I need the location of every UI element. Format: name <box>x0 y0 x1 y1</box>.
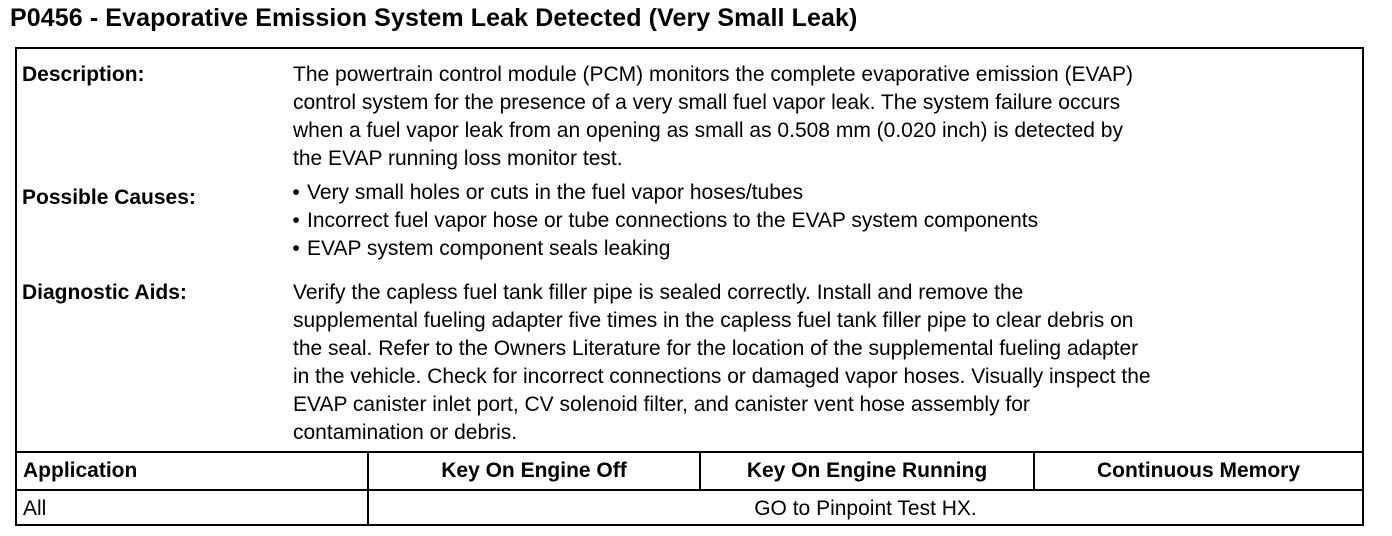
bullet-icon: • <box>292 209 300 232</box>
bullet-icon: • <box>292 237 300 260</box>
description-label: Description: <box>22 63 145 86</box>
list-item <box>285 207 1038 235</box>
list-item <box>285 235 1038 263</box>
possible-causes-label: Possible Causes: <box>22 186 196 209</box>
column-header-continuous-memory: Continuous Memory <box>1097 459 1300 482</box>
column-header-application: Application <box>23 459 138 482</box>
pinpoint-test-action: GO to Pinpoint Test HX. <box>754 497 977 520</box>
column-header-key-on-engine-running: Key On Engine Running <box>746 459 988 482</box>
list-item <box>285 179 1038 207</box>
diagnostic-table <box>15 47 1364 526</box>
column-header-key-on-engine-off: Key On Engine Off <box>441 459 627 482</box>
divider <box>17 489 1362 491</box>
bullet-icon: • <box>292 181 300 204</box>
diagnostic-aids-label: Diagnostic Aids: <box>22 281 187 304</box>
diagnostic-aids-text: Verify the capless fuel tank filler pipe is sealed correctly. Install and remove the supplemental fueling adapter five times in the capless fuel tank filler pipe to clear debris on the seal. Refer to the Owners Literature for the location of the supplemental fueling adapter in the vehicle. Check for incorrect connections or damaged vapor hoses. Visually inspect the EVAP canister inlet port, CV solenoid filter, and canister vent hose assembly for contamination or debris. <box>293 281 1151 444</box>
cause-text: Incorrect fuel vapor hose or tube connections to the EVAP system components <box>307 209 1039 232</box>
description-text: The powertrain control module (PCM) monitors the complete evaporative emission (EVAP) control system for the presence of a very small fuel vapor leak. The system failure occurs when a fuel vapor leak from an opening as small as 0.508 mm (0.020 inch) is detected by the EVAP running loss monitor test. <box>293 63 1133 170</box>
divider <box>17 451 1362 453</box>
possible-causes-list <box>285 179 1038 263</box>
cause-text: EVAP system component seals leaking <box>307 237 671 260</box>
page-title: P0456 - Evaporative Emission System Leak Detected (Very Small Leak) <box>10 4 858 32</box>
cause-text: Very small holes or cuts in the fuel vapor hoses/tubes <box>307 181 804 204</box>
application-value: All <box>23 497 47 520</box>
